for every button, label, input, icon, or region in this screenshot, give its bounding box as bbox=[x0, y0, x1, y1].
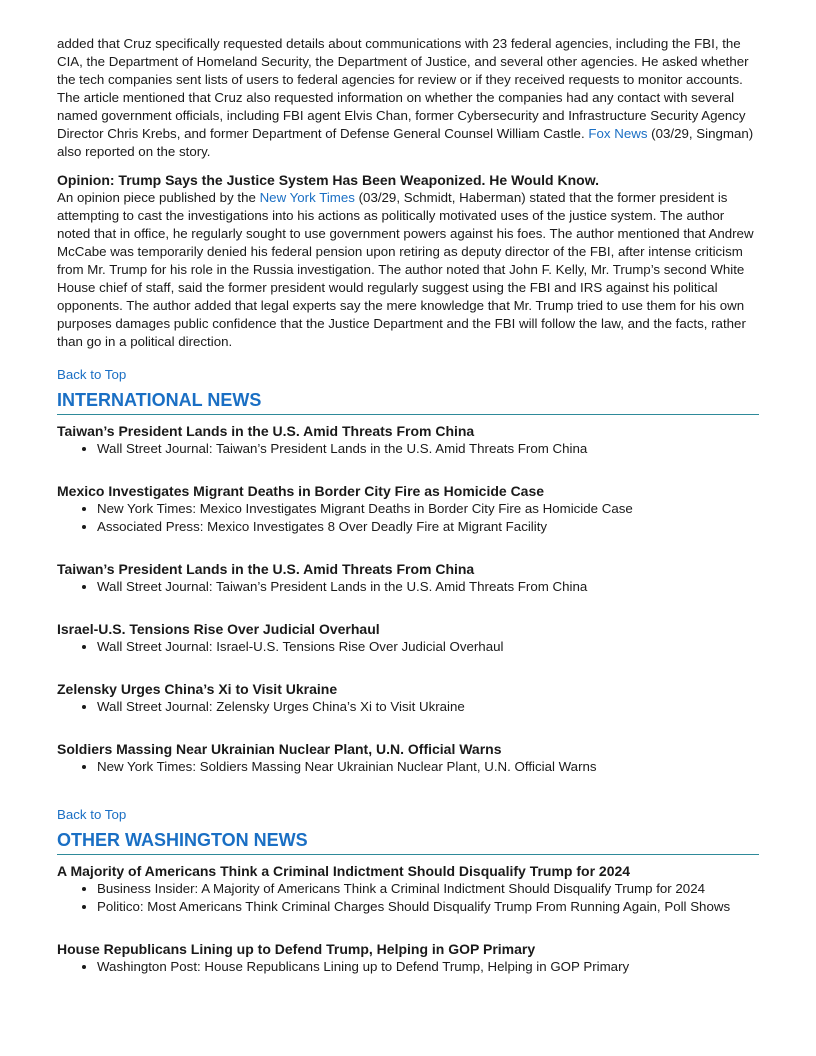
story-links bbox=[57, 698, 759, 716]
other-washington-news-heading: OTHER WASHINGTON NEWS bbox=[57, 828, 759, 855]
back-to-top-link-1[interactable]: Back to Top bbox=[57, 367, 127, 382]
story-links bbox=[57, 440, 759, 458]
story-link[interactable]: • Business Insider: A Majority of Americans Think a Criminal Indictment Should Disqualify Trump for 2024 bbox=[97, 880, 759, 898]
story-title: Taiwan’s President Lands in the U.S. Amid Threats From China bbox=[57, 561, 475, 577]
opinion-title: Opinion: Trump Says the Justice System Has Been Weaponized. He Would Know. bbox=[57, 172, 599, 188]
story-links bbox=[57, 958, 759, 976]
story-item bbox=[57, 740, 759, 776]
opinion-body: (03/29, Schmidt, Haberman) stated that the former president is attempting to cast the investigations into his actions as politically motivated uses of the justice system. The author noted that in office, he regularly sought to use government powers against his foes. The author mentioned that Andrew McCabe was temporarily denied his federal pension upon retiring as deputy director of the FBI, after intense criticism from Mr. Trump for his role in the Russia investigation. The author noted that John F. Kelly, Mr. Trump’s second White House chief of staff, said the former president would regularly suggest using the FBI and IRS against his political opponents. The author added that legal experts say the mere knowledge that Mr. Trump tried to use them for his own purposes damages public confidence that the Justice Department and the FBI will follow the law, and the facts, rather than go in a political direction. bbox=[57, 190, 754, 349]
fox-news-link[interactable]: Fox News bbox=[588, 126, 648, 141]
story-title: A Majority of Americans Think a Criminal Indictment Should Disqualify Trump for 2024 bbox=[57, 863, 631, 879]
back-to-top-link-2[interactable]: Back to Top bbox=[57, 807, 127, 822]
story-item bbox=[57, 620, 759, 656]
story-links bbox=[57, 578, 759, 596]
story-title: Soldiers Massing Near Ukrainian Nuclear Plant, U.N. Official Warns bbox=[57, 741, 502, 757]
story-link[interactable]: • Associated Press: Mexico Investigates 8 Over Deadly Fire at Migrant Facility bbox=[97, 518, 759, 536]
story-link[interactable]: • Politico: Most Americans Think Criminal Charges Should Disqualify Trump From Running Again, Poll Shows bbox=[97, 898, 759, 916]
new-york-times-link[interactable]: New York Times bbox=[259, 190, 355, 205]
opinion-story bbox=[57, 171, 759, 351]
story-item bbox=[57, 422, 759, 458]
intro-source-suffix: (03/29, Singman) also reported on the story. bbox=[57, 126, 754, 159]
story-link[interactable]: • New York Times: Mexico Investigates Migrant Deaths in Border City Fire as Homicide Case bbox=[97, 500, 759, 518]
story-item bbox=[57, 680, 759, 716]
story-item bbox=[57, 940, 759, 976]
story-links bbox=[57, 758, 759, 776]
story-item bbox=[57, 560, 759, 596]
intro-text: added that Cruz specifically requested details about communications with 23 federal agencies, including the FBI, the CIA, the Department of Homeland Security, the Department of Justice, and several other agencies. He asked whether the tech companies sent lists of users to federal agencies for review or if they received requests to monitor accounts. The article mentioned that Cruz also requested information on whether the companies had any contact with several named government officials, including FBI agent Elvis Chan, former Cybersecurity and Infrastructure Security Agency Director Chris Krebs, and former Department of Defense General Counsel William Castle. bbox=[57, 36, 749, 141]
story-link[interactable]: • Wall Street Journal: Taiwan’s President Lands in the U.S. Amid Threats From China bbox=[97, 578, 759, 596]
story-item bbox=[57, 482, 759, 536]
international-stories bbox=[57, 422, 759, 776]
story-links bbox=[57, 500, 759, 536]
story-title: Taiwan’s President Lands in the U.S. Amid Threats From China bbox=[57, 423, 475, 439]
opinion-prefix: An opinion piece published by the bbox=[57, 190, 256, 205]
story-link[interactable]: • New York Times: Soldiers Massing Near Ukrainian Nuclear Plant, U.N. Official Warns bbox=[97, 758, 759, 776]
story-link[interactable]: • Wall Street Journal: Zelensky Urges China’s Xi to Visit Ukraine bbox=[97, 698, 759, 716]
story-title: House Republicans Lining up to Defend Trump, Helping in GOP Primary bbox=[57, 941, 536, 957]
story-link[interactable]: • Wall Street Journal: Israel-U.S. Tensions Rise Over Judicial Overhaul bbox=[97, 638, 759, 656]
opinion-paragraph bbox=[57, 189, 759, 351]
washington-stories bbox=[57, 862, 759, 976]
story-link[interactable]: • Washington Post: House Republicans Lining up to Defend Trump, Helping in GOP Primary bbox=[97, 958, 759, 976]
story-title: Zelensky Urges China’s Xi to Visit Ukraine bbox=[57, 681, 338, 697]
story-title: Israel-U.S. Tensions Rise Over Judicial Overhaul bbox=[57, 621, 380, 637]
story-links bbox=[57, 638, 759, 656]
story-links bbox=[57, 880, 759, 916]
international-news-heading: INTERNATIONAL NEWS bbox=[57, 388, 759, 415]
story-item bbox=[57, 862, 759, 916]
story-title: Mexico Investigates Migrant Deaths in Border City Fire as Homicide Case bbox=[57, 483, 545, 499]
intro-paragraph bbox=[57, 35, 759, 161]
story-link[interactable]: • Wall Street Journal: Taiwan’s President Lands in the U.S. Amid Threats From China bbox=[97, 440, 759, 458]
